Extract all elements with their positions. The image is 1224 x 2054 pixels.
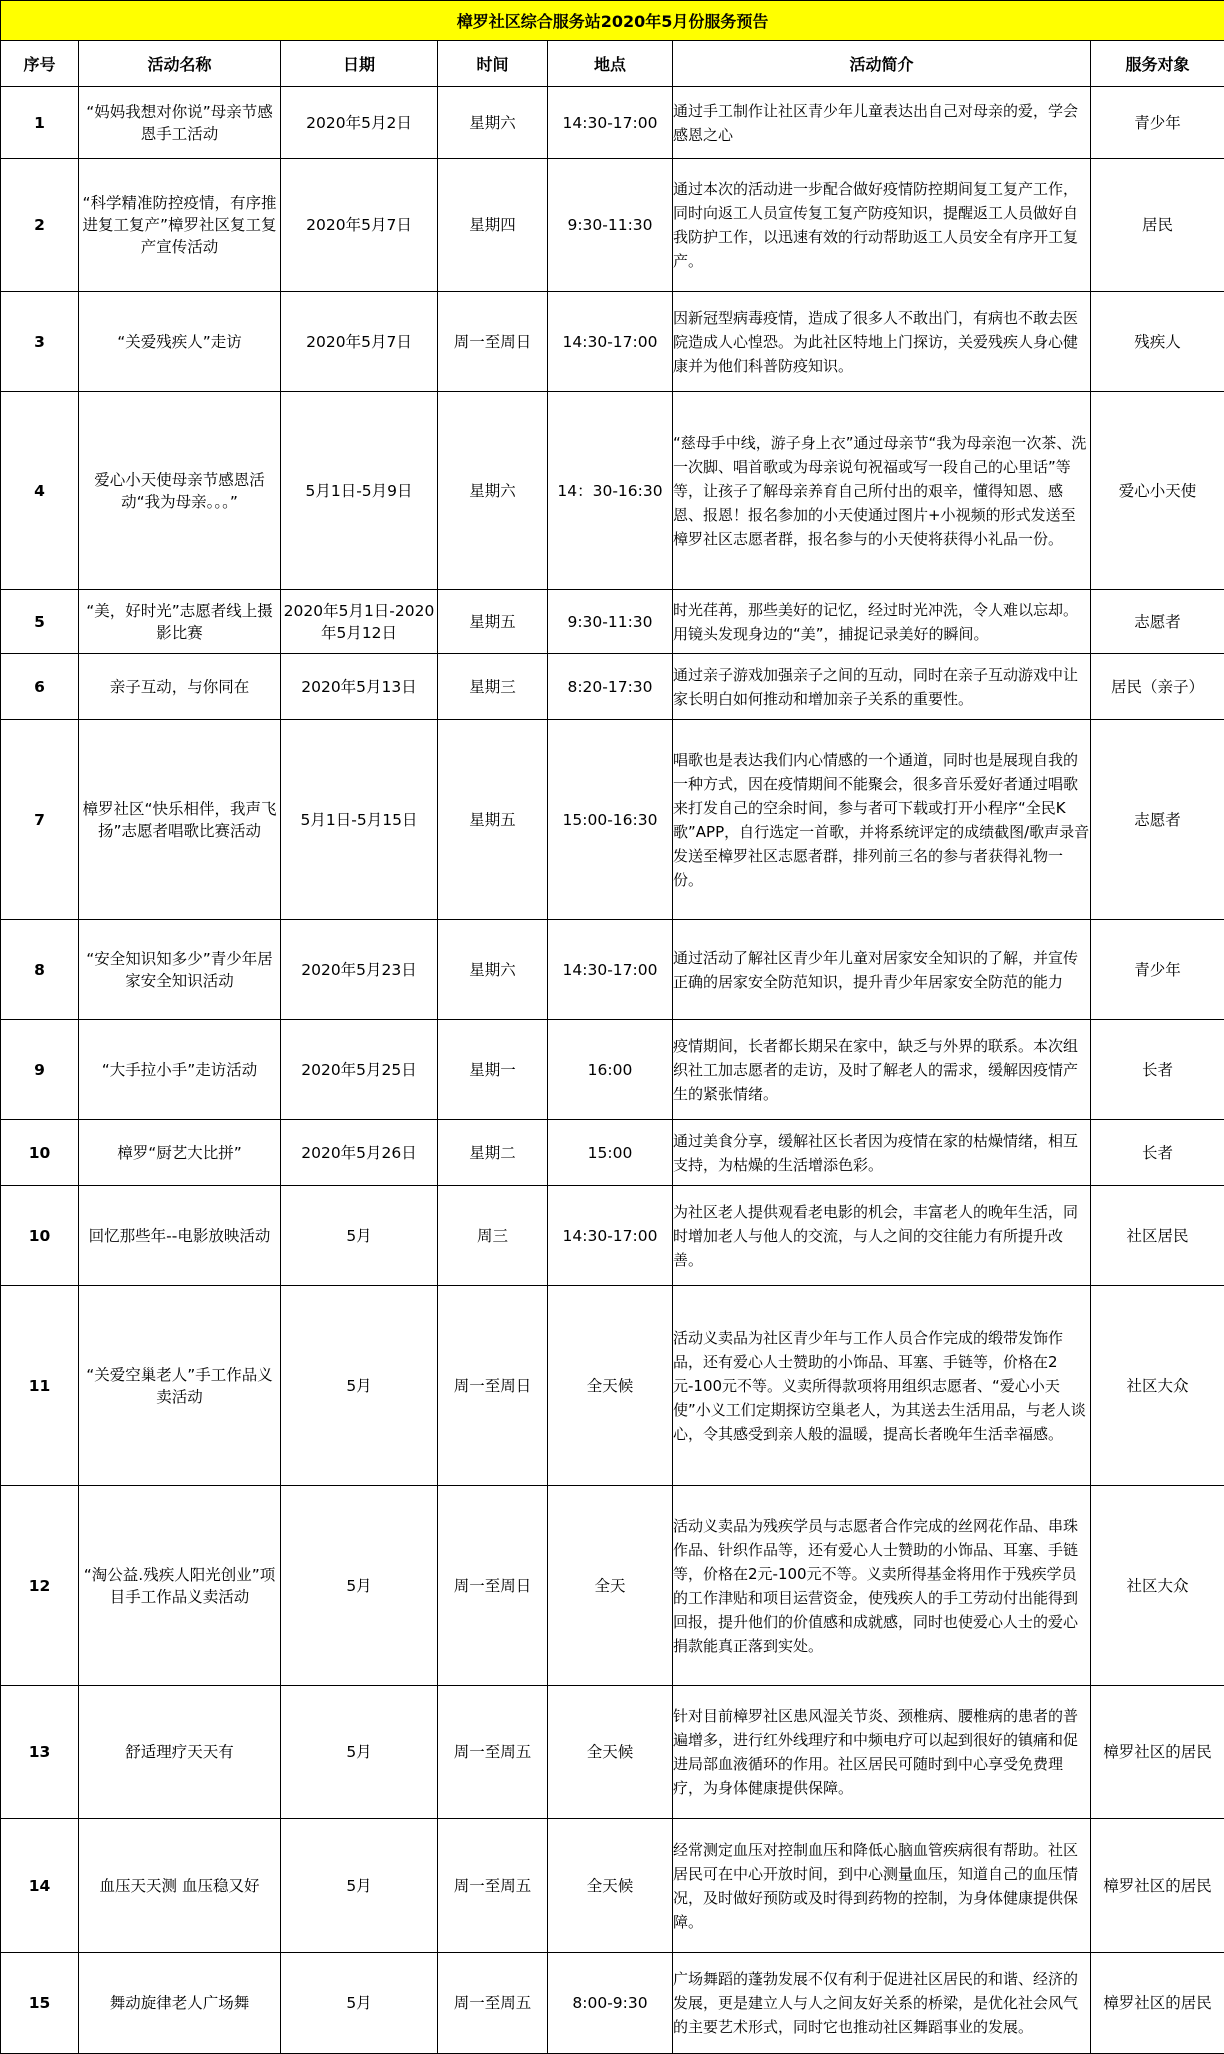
activity-day: 星期一 xyxy=(438,1020,548,1120)
table-row xyxy=(1,1819,1224,1953)
row-number: 14 xyxy=(1,1819,79,1953)
service-target: 残疾人 xyxy=(1091,292,1224,392)
activity-day: 周一至周日 xyxy=(438,1286,548,1486)
activity-date: 5月 xyxy=(281,1686,438,1819)
row-number: 12 xyxy=(1,1486,79,1686)
activity-description: 通过活动了解社区青少年儿童对居家安全知识的了解，并宣传正确的居家安全防范知识，提升青少年居家安全防范的能力 xyxy=(673,920,1091,1020)
service-target: 樟罗社区的居民 xyxy=(1091,1686,1224,1819)
row-number: 4 xyxy=(1,392,79,590)
activity-date: 5月 xyxy=(281,1953,438,2054)
activity-date: 2020年5月26日 xyxy=(281,1120,438,1186)
activity-name: 樟罗社区“快乐相伴，我声飞扬”志愿者唱歌比赛活动 xyxy=(79,720,281,920)
activity-date: 2020年5月23日 xyxy=(281,920,438,1020)
row-number: 6 xyxy=(1,654,79,720)
service-target: 爱心小天使 xyxy=(1091,392,1224,590)
service-target: 社区居民 xyxy=(1091,1186,1224,1286)
activity-name: “大手拉小手”走访活动 xyxy=(79,1020,281,1120)
activity-time: 全天候 xyxy=(548,1819,673,1953)
activity-name: “美，好时光”志愿者线上摄影比赛 xyxy=(79,590,281,654)
table-row xyxy=(1,159,1224,292)
table-row xyxy=(1,1020,1224,1120)
table-row xyxy=(1,1120,1224,1186)
activity-time: 14:30-17:00 xyxy=(548,87,673,159)
activity-day: 星期三 xyxy=(438,654,548,720)
activity-time: 15:00-16:30 xyxy=(548,720,673,920)
activity-description: 活动义卖品为残疾学员与志愿者合作完成的丝网花作品、串珠作品、针织作品等，还有爱心人士赞助的小饰品、耳塞、手链等，价格在2元-100元不等。义卖所得基金将用作于残疾学员的工作津贴和项目运营资金，使残疾人的手工劳动付出能得到回报，提升他们的价值感和成就感，同时也使爱心人士的爱心捐款能真正落到实处。 xyxy=(673,1486,1091,1686)
activity-date: 5月 xyxy=(281,1486,438,1686)
activity-name: “关爱空巢老人”手工作品义卖活动 xyxy=(79,1286,281,1486)
activity-time: 14:30-17:00 xyxy=(548,1186,673,1286)
activity-time: 14:30-17:00 xyxy=(548,920,673,1020)
activity-name: 爱心小天使母亲节感恩活动“我为母亲。。。” xyxy=(79,392,281,590)
table-row xyxy=(1,87,1224,159)
table-row xyxy=(1,1286,1224,1486)
activity-description: 通过本次的活动进一步配合做好疫情防控期间复工复产工作，同时向返工人员宣传复工复产防疫知识，提醒返工人员做好自我防护工作，以迅速有效的行动帮助返工人员安全有序开工复产。 xyxy=(673,159,1091,292)
service-target: 青少年 xyxy=(1091,87,1224,159)
service-target: 社区大众 xyxy=(1091,1486,1224,1686)
activity-date: 2020年5月13日 xyxy=(281,654,438,720)
header-time: 地点 xyxy=(548,41,673,87)
row-number: 1 xyxy=(1,87,79,159)
activity-day: 星期六 xyxy=(438,87,548,159)
service-target: 志愿者 xyxy=(1091,590,1224,654)
activity-date: 5月 xyxy=(281,1819,438,1953)
activity-description: 针对目前樟罗社区患风湿关节炎、颈椎病、腰椎病的患者的普遍增多，进行红外线理疗和中频电疗可以起到很好的镇痛和促进局部血液循环的作用。社区居民可随时到中心享受免费理疗，为身体健康提供保障。 xyxy=(673,1686,1091,1819)
activity-description: 为社区老人提供观看老电影的机会，丰富老人的晚年生活，同时增加老人与他人的交流，与人之间的交往能力有所提升改善。 xyxy=(673,1186,1091,1286)
activity-day: 星期二 xyxy=(438,1120,548,1186)
activity-time: 9:30-11:30 xyxy=(548,590,673,654)
activity-day: 星期五 xyxy=(438,720,548,920)
table-row xyxy=(1,1186,1224,1286)
activity-day: 周一至周五 xyxy=(438,1819,548,1953)
activity-description: 因新冠型病毒疫情，造成了很多人不敢出门，有病也不敢去医院造成人心惶恐。为此社区特地上门探访，关爱残疾人身心健康并为他们科普防疫知识。 xyxy=(673,292,1091,392)
activity-name: 回忆那些年--电影放映活动 xyxy=(79,1186,281,1286)
activity-day: 周一至周日 xyxy=(438,1486,548,1686)
activity-day: 星期四 xyxy=(438,159,548,292)
header-name: 活动名称 xyxy=(79,41,281,87)
activity-day: 周三 xyxy=(438,1186,548,1286)
service-target: 居民 xyxy=(1091,159,1224,292)
activity-name: 血压天天测 血压稳又好 xyxy=(79,1819,281,1953)
activity-day: 周一至周五 xyxy=(438,1686,548,1819)
table-row xyxy=(1,920,1224,1020)
activity-name: 舒适理疗天天有 xyxy=(79,1686,281,1819)
table-row xyxy=(1,1953,1224,2054)
activity-name: “妈妈我想对你说”母亲节感恩手工活动 xyxy=(79,87,281,159)
activity-description: 疫情期间，长者都长期呆在家中，缺乏与外界的联系。本次组织社工加志愿者的走访，及时了解老人的需求，缓解因疫情产生的紧张情绪。 xyxy=(673,1020,1091,1120)
service-target: 居民（亲子） xyxy=(1091,654,1224,720)
service-target: 长者 xyxy=(1091,1120,1224,1186)
activity-description: 时光荏苒，那些美好的记忆，经过时光冲洗，令人难以忘却。用镜头发现身边的“美”，捕捉记录美好的瞬间。 xyxy=(673,590,1091,654)
activity-time: 14:30-17:00 xyxy=(548,292,673,392)
activity-description: 唱歌也是表达我们内心情感的一个通道，同时也是展现自我的一种方式，因在疫情期间不能聚会，很多音乐爱好者通过唱歌来打发自己的空余时间，参与者可下载或打开小程序“全民K歌”APP，自行选定一首歌，并将系统评定的成绩截图/歌声录音发送至樟罗社区志愿者群，排列前三名的参与者获得礼物一份。 xyxy=(673,720,1091,920)
activity-time: 全天候 xyxy=(548,1686,673,1819)
activity-date: 5月1日-5月15日 xyxy=(281,720,438,920)
activity-name: “关爱残疾人”走访 xyxy=(79,292,281,392)
table-row xyxy=(1,392,1224,590)
activity-name: 樟罗“厨艺大比拼” xyxy=(79,1120,281,1186)
activity-date: 5月1日-5月9日 xyxy=(281,392,438,590)
activity-date: 2020年5月7日 xyxy=(281,159,438,292)
header-no: 序号 xyxy=(1,41,79,87)
row-number: 10 xyxy=(1,1186,79,1286)
activity-description: 经常测定血压对控制血压和降低心脑血管疾病很有帮助。社区居民可在中心开放时间，到中心测量血压，知道自己的血压情况，及时做好预防或及时得到药物的控制，为身体健康提供保障。 xyxy=(673,1819,1091,1953)
activity-description: 通过手工制作让社区青少年儿童表达出自己对母亲的爱，学会感恩之心 xyxy=(673,87,1091,159)
table-row xyxy=(1,590,1224,654)
row-number: 3 xyxy=(1,292,79,392)
activity-date: 2020年5月1日-2020年5月12日 xyxy=(281,590,438,654)
table-body xyxy=(1,87,1224,2054)
activity-day: 周一至周五 xyxy=(438,1953,548,2054)
activity-day: 星期五 xyxy=(438,590,548,654)
activity-date: 2020年5月2日 xyxy=(281,87,438,159)
row-number: 11 xyxy=(1,1286,79,1486)
activity-time: 14：30-16:30 xyxy=(548,392,673,590)
activity-time: 全天 xyxy=(548,1486,673,1686)
service-target: 社区大众 xyxy=(1091,1286,1224,1486)
row-number: 13 xyxy=(1,1686,79,1819)
row-number: 10 xyxy=(1,1120,79,1186)
service-target: 青少年 xyxy=(1091,920,1224,1020)
header-target: 服务对象 xyxy=(1091,41,1224,87)
header-desc: 活动简介 xyxy=(673,41,1091,87)
activity-date: 5月 xyxy=(281,1186,438,1286)
activity-name: “淘公益.残疾人阳光创业”项目手工作品义卖活动 xyxy=(79,1486,281,1686)
service-target: 志愿者 xyxy=(1091,720,1224,920)
activity-day: 星期六 xyxy=(438,392,548,590)
service-target: 长者 xyxy=(1091,1020,1224,1120)
activity-name: 舞动旋律老人广场舞 xyxy=(79,1953,281,2054)
activity-description: 广场舞蹈的蓬勃发展不仅有利于促进社区居民的和谐、经济的发展，更是建立人与人之间友好关系的桥梁，是优化社会风气的主要艺术形式，同时它也推动社区舞蹈事业的发展。 xyxy=(673,1953,1091,2054)
activity-description: 通过美食分享，缓解社区长者因为疫情在家的枯燥情绪，相互支持，为枯燥的生活增添色彩。 xyxy=(673,1120,1091,1186)
row-number: 9 xyxy=(1,1020,79,1120)
activity-time: 8:20-17:30 xyxy=(548,654,673,720)
table-row xyxy=(1,720,1224,920)
activity-day: 周一至周日 xyxy=(438,292,548,392)
activity-name: “安全知识知多少”青少年居家安全知识活动 xyxy=(79,920,281,1020)
activity-date: 5月 xyxy=(281,1286,438,1486)
activity-time: 全天候 xyxy=(548,1286,673,1486)
table-row xyxy=(1,292,1224,392)
activity-name: 亲子互动，与你同在 xyxy=(79,654,281,720)
row-number: 2 xyxy=(1,159,79,292)
activity-description: “慈母手中线，游子身上衣”通过母亲节“我为母亲泡一次茶、洗一次脚、唱首歌或为母亲说句祝福或写一段自己的心里话”等等，让孩子了解母亲养育自己所付出的艰辛，懂得知恩、感恩、报恩！报名参加的小天使通过图片+小视频的形式发送至樟罗社区志愿者群，报名参与的小天使将获得小礼品一份。 xyxy=(673,392,1091,590)
activity-description: 通过亲子游戏加强亲子之间的互动，同时在亲子互动游戏中让家长明白如何推动和增加亲子关系的重要性。 xyxy=(673,654,1091,720)
row-number: 5 xyxy=(1,590,79,654)
header-row xyxy=(1,41,1224,87)
activity-description: 活动义卖品为社区青少年与工作人员合作完成的缎带发饰作品，还有爱心人士赞助的小饰品、耳塞、手链等，价格在2元-100元不等。义卖所得款项将用组织志愿者、“爱心小天使”小义工们定期探访空巢老人，为其送去生活用品，与老人谈心，令其感受到亲人般的温暖，提高长者晚年生活幸福感。 xyxy=(673,1286,1091,1486)
table-row xyxy=(1,1686,1224,1819)
table-row xyxy=(1,654,1224,720)
title-row xyxy=(1,1,1224,41)
activity-day: 星期六 xyxy=(438,920,548,1020)
row-number: 15 xyxy=(1,1953,79,2054)
activity-date: 2020年5月25日 xyxy=(281,1020,438,1120)
header-date: 日期 xyxy=(281,41,438,87)
activity-time: 8:00-9:30 xyxy=(548,1953,673,2054)
header-day: 时间 xyxy=(438,41,548,87)
activity-name: “科学精准防控疫情，有序推进复工复产”樟罗社区复工复产宣传活动 xyxy=(79,159,281,292)
row-number: 8 xyxy=(1,920,79,1020)
activity-time: 9:30-11:30 xyxy=(548,159,673,292)
activity-time: 15:00 xyxy=(548,1120,673,1186)
service-target: 樟罗社区的居民 xyxy=(1091,1953,1224,2054)
activity-time: 16:00 xyxy=(548,1020,673,1120)
row-number: 7 xyxy=(1,720,79,920)
table-row xyxy=(1,1486,1224,1686)
service-target: 樟罗社区的居民 xyxy=(1091,1819,1224,1953)
activity-date: 2020年5月7日 xyxy=(281,292,438,392)
sheet-title: 樟罗社区综合服务站2020年5月份服务预告 xyxy=(1,1,1224,41)
